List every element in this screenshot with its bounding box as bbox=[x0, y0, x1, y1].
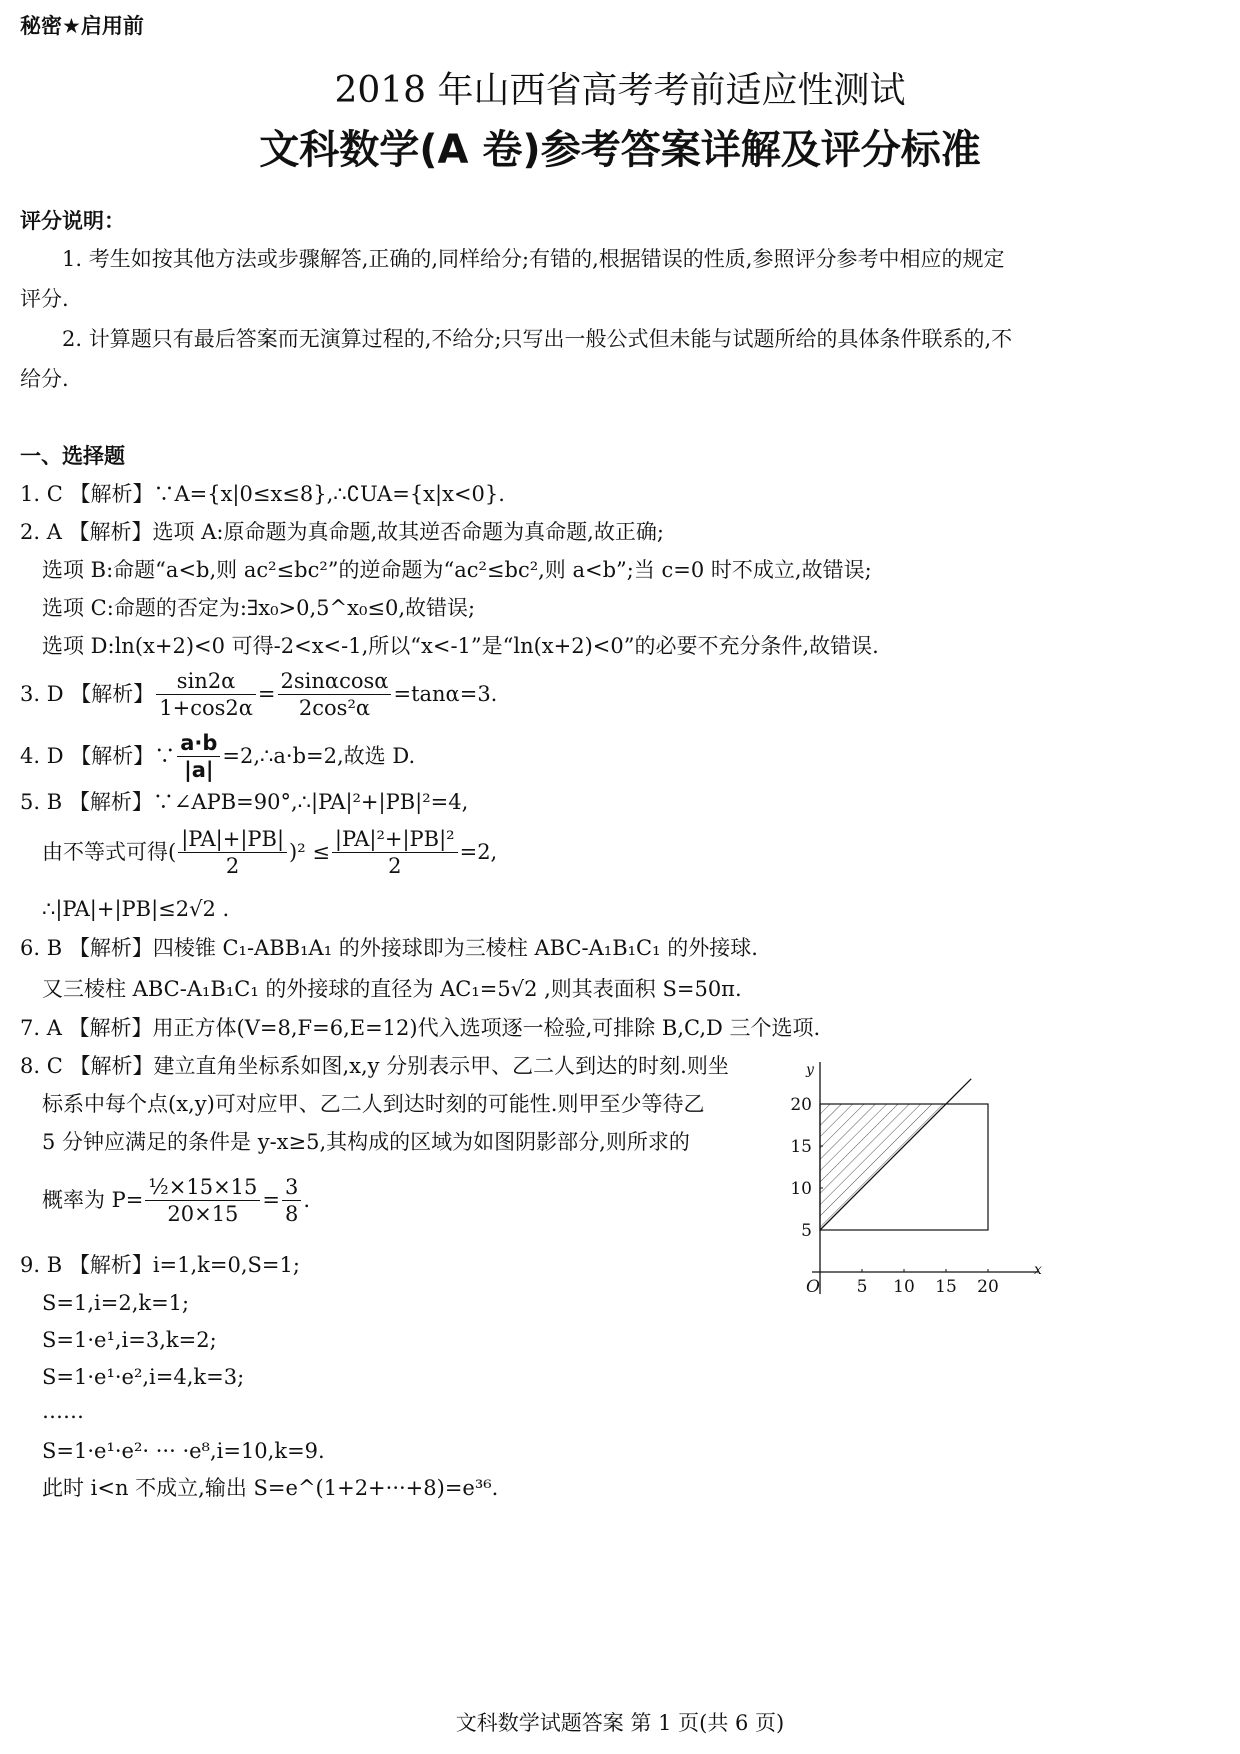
q5-fraction-2 bbox=[332, 826, 458, 879]
q5-line-2 bbox=[42, 823, 497, 881]
q3-tail: =tanα=3. bbox=[393, 682, 498, 706]
q8-l4-tail: . bbox=[303, 1188, 311, 1212]
q4-prefix: 4. D 【解析】∵ bbox=[20, 744, 176, 768]
y-tick-label: 20 bbox=[790, 1095, 812, 1115]
q4-f-den: |a| bbox=[184, 757, 214, 782]
note-2-line-2: 给分. bbox=[20, 367, 69, 391]
q5-fraction-1 bbox=[178, 826, 287, 879]
q3-answer bbox=[20, 666, 497, 722]
x-axis-label: x bbox=[1034, 1262, 1042, 1278]
q3-fraction-1 bbox=[156, 668, 256, 721]
section-heading: 一、选择题 bbox=[20, 444, 125, 468]
q5-f1-num: |PA|+|PB| bbox=[178, 826, 287, 853]
x-tick-label: 5 bbox=[856, 1277, 868, 1297]
q3-equals: = bbox=[257, 682, 276, 706]
q9-line-5: …… bbox=[42, 1399, 84, 1423]
secret-label: 秘密★启用前 bbox=[20, 14, 144, 38]
q4-f-num: a·b bbox=[177, 730, 220, 757]
q8-f2-den: 8 bbox=[285, 1201, 299, 1226]
q8-line-3: 5 分钟应满足的条件是 y-x≥5,其构成的区域为如图阴影部分,则所求的 bbox=[42, 1130, 690, 1154]
notes-heading: 评分说明： bbox=[20, 209, 125, 233]
y-tick-label: 5 bbox=[801, 1221, 812, 1241]
q9-line-7: 此时 i<n 不成立,输出 S=e^(1+2+···+8)=e³⁶. bbox=[42, 1476, 499, 1500]
q2-line-1: 2. A 【解析】选项 A:原命题为真命题,故其逆否命题为真命题,故正确; bbox=[20, 520, 664, 544]
q2-line-2: 选项 B:命题“a<b,则 ac²≤bc²”的逆命题为“ac²≤bc²,则 a<b”;当 c=0 时不成立,故错误; bbox=[42, 558, 872, 582]
q8-fraction-1 bbox=[145, 1174, 260, 1227]
answer-title: 文科数学(A 卷)参考答案详解及评分标准 bbox=[259, 127, 981, 173]
q1-answer: 1. C 【解析】∵A={x|0≤x≤8},∴∁UA={x|x<0}. bbox=[20, 482, 505, 506]
waiting-time-graph bbox=[770, 1062, 1070, 1302]
q3-fraction-2 bbox=[278, 668, 392, 721]
q4-tail: =2,∴a·b=2,故选 D. bbox=[222, 744, 416, 768]
note-1-line-2: 评分. bbox=[20, 287, 69, 311]
q9-line-2: S=1,i=2,k=1; bbox=[42, 1291, 190, 1315]
page-footer: 文科数学试题答案 第 1 页(共 6 页) bbox=[455, 1711, 785, 1735]
exam-title: 2018 年山西省高考考前适应性测试 bbox=[334, 70, 906, 111]
q8-fraction-2 bbox=[282, 1174, 301, 1227]
q9-line-3: S=1·e¹,i=3,k=2; bbox=[42, 1328, 217, 1352]
q4-fraction bbox=[177, 730, 220, 783]
q5-f1-den: 2 bbox=[225, 853, 240, 878]
q4-answer bbox=[20, 728, 415, 784]
q7-answer: 7. A 【解析】用正方体(V=8,F=6,E=12)代入选项逐一检验,可排除 B,C,D 三个选项. bbox=[20, 1016, 821, 1040]
q3-f1-num: sin2α bbox=[156, 668, 256, 695]
q5-l2-tail: =2, bbox=[459, 840, 498, 864]
q3-f2-den: 2cos²α bbox=[298, 695, 371, 720]
y-tick-label: 15 bbox=[790, 1137, 812, 1157]
q2-line-3: 选项 C:命题的否定为:∃x₀>0,5^x₀≤0,故错误; bbox=[42, 596, 476, 620]
q5-line-3: ∴|PA|+|PB|≤2√2 . bbox=[42, 897, 230, 921]
q5-f2-num: |PA|²+|PB|² bbox=[332, 826, 458, 853]
q3-f1-den: 1+cos2α bbox=[159, 695, 253, 720]
y-axis-label: y bbox=[806, 1062, 814, 1078]
q8-l4-prefix: 概率为 P= bbox=[42, 1188, 144, 1212]
x-tick-label: 15 bbox=[935, 1277, 957, 1297]
x-tick-label: 20 bbox=[977, 1277, 999, 1297]
q9-line-6: S=1·e¹·e²· ··· ·e⁸,i=10,k=9. bbox=[42, 1439, 325, 1463]
y-tick-label: 10 bbox=[790, 1179, 812, 1199]
q2-line-4: 选项 D:ln(x+2)<0 可得-2<x<-1,所以“x<-1”是“ln(x+2)<0”的必要不充分条件,故错误. bbox=[42, 634, 879, 658]
q8-line-1: 8. C 【解析】建立直角坐标系如图,x,y 分别表示甲、乙二人到达的时刻.则坐 bbox=[20, 1054, 729, 1078]
q8-line-4 bbox=[42, 1168, 310, 1232]
q5-line-1: 5. B 【解析】∵∠APB=90°,∴|PA|²+|PB|²=4, bbox=[20, 790, 469, 814]
q8-f1-num: ½×15×15 bbox=[145, 1174, 260, 1201]
note-1-line-1: 1. 考生如按其他方法或步骤解答,正确的,同样给分;有错的,根据错误的性质,参照评分参考中相应的规定 bbox=[62, 247, 1005, 271]
note-2-line-1: 2. 计算题只有最后答案而无演算过程的,不给分;只写出一般公式但未能与试题所给的具体条件联系的,不 bbox=[62, 327, 1013, 351]
q5-f2-den: 2 bbox=[388, 853, 402, 878]
x-tick-label: 10 bbox=[893, 1277, 915, 1297]
q5-l2-prefix: 由不等式可得( bbox=[42, 840, 177, 864]
q8-f1-den: 20×15 bbox=[167, 1201, 239, 1226]
q5-l2-mid: )² ≤ bbox=[289, 840, 330, 864]
q6-line-1: 6. B 【解析】四棱锥 C₁-ABB₁A₁ 的外接球即为三棱柱 ABC-A₁B₁C₁ 的外接球. bbox=[20, 936, 758, 960]
q3-prefix: 3. D 【解析】 bbox=[20, 682, 155, 706]
q3-f2-num: 2sinαcosα bbox=[278, 668, 392, 695]
q8-equals: = bbox=[262, 1188, 281, 1212]
q9-line-4: S=1·e¹·e²,i=4,k=3; bbox=[42, 1365, 245, 1389]
q9-line-1: 9. B 【解析】i=1,k=0,S=1; bbox=[20, 1253, 300, 1277]
origin-label: O bbox=[806, 1277, 820, 1297]
q8-f2-num: 3 bbox=[282, 1174, 301, 1201]
q8-line-2: 标系中每个点(x,y)可对应甲、乙二人到达时刻的可能性.则甲至少等待乙 bbox=[42, 1092, 705, 1116]
q6-line-2: 又三棱柱 ABC-A₁B₁C₁ 的外接球的直径为 AC₁=5√2 ,则其表面积 S=50π. bbox=[42, 977, 742, 1001]
